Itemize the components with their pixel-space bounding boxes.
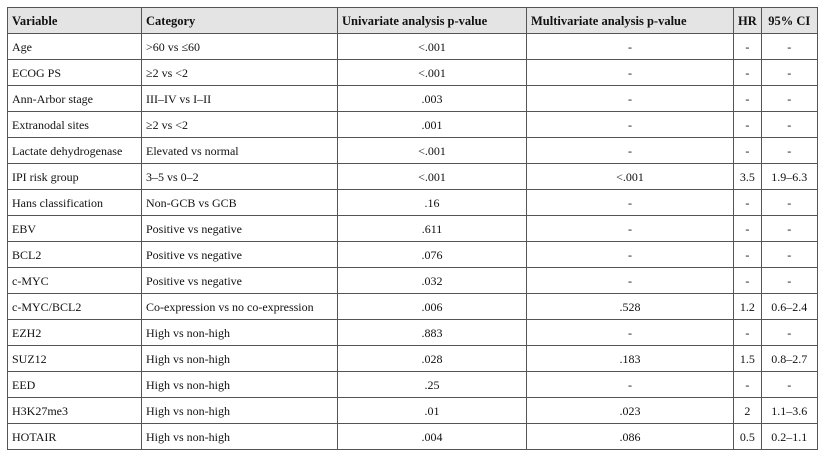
cell-univariate-p: .076 [338,242,527,268]
cell-category: ≥2 vs <2 [142,60,338,86]
cell-hr: - [734,216,762,242]
cell-ci: - [761,216,817,242]
cell-category: Co-expression vs no co-expression [142,294,338,320]
cell-ci: - [761,372,817,398]
cell-category: 3–5 vs 0–2 [142,164,338,190]
cell-multivariate-p: .023 [527,398,734,424]
cell-hr: - [734,190,762,216]
table-row [8,398,818,424]
cell-category: High vs non-high [142,424,338,450]
table-row [8,86,818,112]
cell-univariate-p: <.001 [338,138,527,164]
cell-hr: 2 [734,398,762,424]
cell-univariate-p: <.001 [338,164,527,190]
cell-multivariate-p: - [527,86,734,112]
header-multivariate-p: Multivariate analysis p-value [527,8,734,34]
cell-ci: - [761,190,817,216]
cell-variable: H3K27me3 [8,398,142,424]
cell-ci: 0.2–1.1 [761,424,817,450]
cell-ci: 0.6–2.4 [761,294,817,320]
cell-hr: - [734,34,762,60]
cell-ci: - [761,60,817,86]
table-row [8,112,818,138]
table-row [8,138,818,164]
table-row [8,320,818,346]
cell-hr: 3.5 [734,164,762,190]
cell-ci: - [761,138,817,164]
table-row [8,164,818,190]
table-row [8,34,818,60]
cell-category: Positive vs negative [142,268,338,294]
cell-univariate-p: .611 [338,216,527,242]
cell-univariate-p: .006 [338,294,527,320]
cell-ci: - [761,268,817,294]
header-category: Category [142,8,338,34]
table-row [8,216,818,242]
cell-multivariate-p: - [527,112,734,138]
cell-multivariate-p: - [527,34,734,60]
cell-variable: c-MYC [8,268,142,294]
cell-multivariate-p: .528 [527,294,734,320]
header-variable: Variable [8,8,142,34]
survival-analysis-table [7,7,818,450]
table-row [8,372,818,398]
cell-univariate-p: .16 [338,190,527,216]
cell-ci: - [761,320,817,346]
cell-variable: c-MYC/BCL2 [8,294,142,320]
table-row [8,268,818,294]
cell-category: High vs non-high [142,346,338,372]
cell-univariate-p: .01 [338,398,527,424]
cell-variable: SUZ12 [8,346,142,372]
cell-variable: Ann-Arbor stage [8,86,142,112]
cell-univariate-p: .25 [338,372,527,398]
header-univariate-p: Univariate analysis p-value [338,8,527,34]
cell-multivariate-p: <.001 [527,164,734,190]
table-row [8,190,818,216]
cell-variable: HOTAIR [8,424,142,450]
header-hr: HR [734,8,762,34]
table-row [8,294,818,320]
cell-variable: IPI risk group [8,164,142,190]
table-body [8,34,818,450]
cell-hr: - [734,138,762,164]
cell-univariate-p: .028 [338,346,527,372]
cell-hr: 0.5 [734,424,762,450]
cell-univariate-p: <.001 [338,34,527,60]
results-table-container [7,7,818,450]
cell-univariate-p: .883 [338,320,527,346]
cell-ci: - [761,86,817,112]
cell-univariate-p: .003 [338,86,527,112]
cell-multivariate-p: - [527,242,734,268]
cell-hr: - [734,372,762,398]
cell-category: Non-GCB vs GCB [142,190,338,216]
cell-hr: - [734,112,762,138]
cell-category: Elevated vs normal [142,138,338,164]
cell-multivariate-p: - [527,216,734,242]
cell-univariate-p: .032 [338,268,527,294]
cell-hr: - [734,320,762,346]
header-ci: 95% CI [761,8,817,34]
cell-category: Positive vs negative [142,216,338,242]
cell-variable: EED [8,372,142,398]
table-row [8,60,818,86]
cell-variable: ECOG PS [8,60,142,86]
cell-hr: 1.5 [734,346,762,372]
cell-hr: 1.2 [734,294,762,320]
cell-variable: Hans classification [8,190,142,216]
cell-univariate-p: <.001 [338,60,527,86]
cell-multivariate-p: - [527,60,734,86]
cell-multivariate-p: - [527,268,734,294]
cell-ci: - [761,34,817,60]
cell-multivariate-p: - [527,372,734,398]
cell-category: High vs non-high [142,320,338,346]
cell-multivariate-p: .086 [527,424,734,450]
cell-variable: EZH2 [8,320,142,346]
cell-category: >60 vs ≤60 [142,34,338,60]
table-header-row [8,8,818,34]
cell-ci: 1.1–3.6 [761,398,817,424]
cell-ci: - [761,112,817,138]
cell-multivariate-p: - [527,190,734,216]
cell-ci: 1.9–6.3 [761,164,817,190]
cell-univariate-p: .004 [338,424,527,450]
cell-variable: Extranodal sites [8,112,142,138]
cell-ci: 0.8–2.7 [761,346,817,372]
cell-category: ≥2 vs <2 [142,112,338,138]
cell-multivariate-p: - [527,138,734,164]
cell-category: Positive vs negative [142,242,338,268]
cell-variable: Age [8,34,142,60]
cell-variable: BCL2 [8,242,142,268]
table-row [8,424,818,450]
table-row [8,242,818,268]
cell-multivariate-p: .183 [527,346,734,372]
cell-hr: - [734,268,762,294]
cell-variable: EBV [8,216,142,242]
cell-variable: Lactate dehydrogenase [8,138,142,164]
cell-multivariate-p: - [527,320,734,346]
cell-category: High vs non-high [142,372,338,398]
cell-category: III–IV vs I–II [142,86,338,112]
cell-ci: - [761,242,817,268]
table-row [8,346,818,372]
cell-hr: - [734,86,762,112]
cell-hr: - [734,60,762,86]
cell-category: High vs non-high [142,398,338,424]
cell-hr: - [734,242,762,268]
cell-univariate-p: .001 [338,112,527,138]
